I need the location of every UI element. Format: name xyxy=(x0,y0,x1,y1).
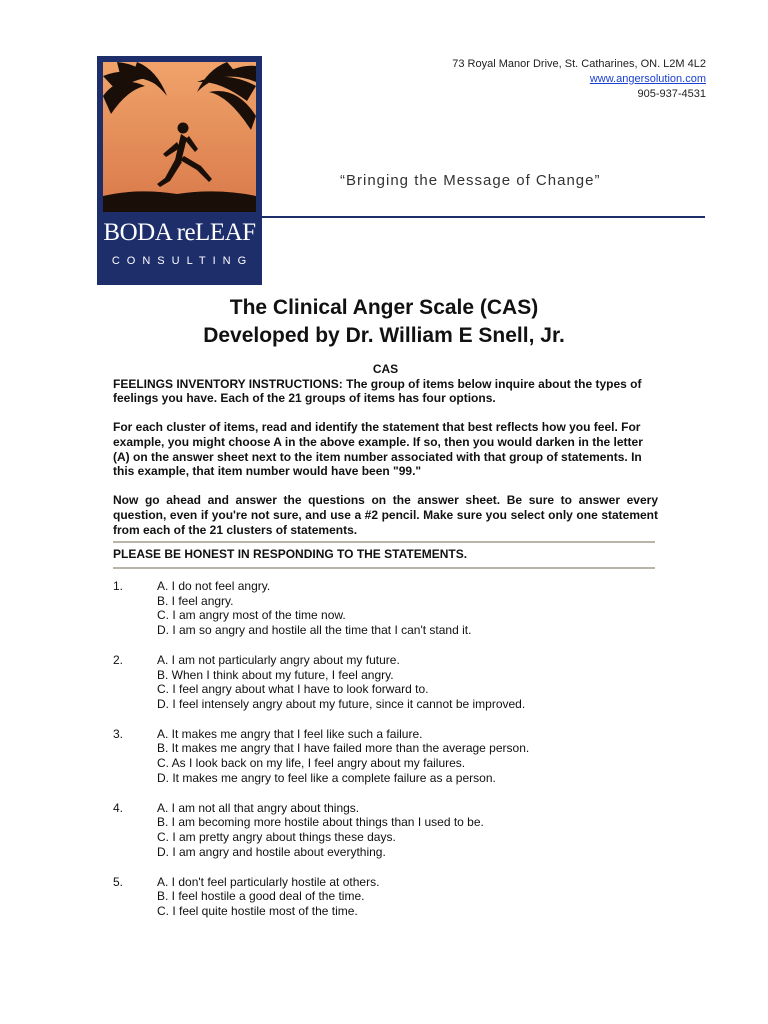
document-body xyxy=(113,362,658,919)
question-item xyxy=(113,653,658,712)
section-divider-bottom xyxy=(113,567,655,569)
option-c: C. I feel quite hostile most of the time. xyxy=(157,904,358,919)
tagline: “Bringing the Message of Change” xyxy=(340,172,601,189)
title-line-1: The Clinical Anger Scale (CAS) xyxy=(229,296,539,319)
website-link[interactable]: www.angersolution.com xyxy=(589,73,706,85)
option-a: A. I am not particularly angry about my future. xyxy=(157,652,400,667)
question-number: 1. xyxy=(113,578,124,593)
logo-company-name: BODA reLEAF xyxy=(103,219,256,246)
question-number: 4. xyxy=(113,800,124,815)
option-a: A. I am not all that angry about things. xyxy=(157,800,360,815)
company-logo xyxy=(97,56,262,285)
option-d: D. I feel intensely angry about my future, since it cannot be improved. xyxy=(157,697,526,712)
option-c: C. I feel angry about what I have to look forward to. xyxy=(157,682,429,697)
option-c: C. As I look back on my life, I feel angry about my failures. xyxy=(157,756,466,771)
street-address: 73 Royal Manor Drive, St. Catharines, ON. L2M 4L2 xyxy=(452,58,706,70)
logo-subtitle: CONSULTING xyxy=(111,255,254,267)
option-b: B. I feel angry. xyxy=(157,593,234,608)
option-d: D. It makes me angry to feel like a complete failure as a person. xyxy=(157,771,496,786)
option-b: B. I am becoming more hostile about things than I used to be. xyxy=(157,815,484,830)
contact-address-block xyxy=(452,57,706,102)
question-item xyxy=(113,727,658,786)
option-b: B. I feel hostile a good deal of the time. xyxy=(157,889,365,904)
option-a: A. I do not feel angry. xyxy=(157,578,271,593)
question-number: 3. xyxy=(113,726,124,741)
option-a: A. It makes me angry that I feel like such a failure. xyxy=(157,726,423,741)
option-d: D. I am angry and hostile about everything. xyxy=(157,845,386,860)
instructions-paragraph-2: For each cluster of items, read and identify the statement that best reflects how you feel. For example, you might choose A in the above example. If so, then you would darken in the letter (A) on the answer sheet next to the item number associated with that group of statements. In this example, that item number would have been "99." xyxy=(113,420,643,479)
question-item xyxy=(113,801,658,860)
instructions-paragraph-1: FEELINGS INVENTORY INSTRUCTIONS: The group of items below inquire about the types of feelings you have. Each of the 21 groups of items has four options. xyxy=(113,376,642,406)
question-item xyxy=(113,875,658,919)
option-c: C. I am angry most of the time now. xyxy=(157,608,346,623)
instructions-paragraph-3: Now go ahead and answer the questions on the answer sheet. Be sure to answer every question, even if you're not sure, and use a #2 pencil. Make sure you select only one statement from each of the 21 clusters of statements. xyxy=(113,493,658,537)
question-number: 2. xyxy=(113,652,124,667)
header-divider xyxy=(262,216,705,218)
question-item xyxy=(113,579,658,638)
title-line-2: Developed by Dr. William E Snell, Jr. xyxy=(203,324,565,347)
option-b: B. When I think about my future, I feel angry. xyxy=(157,667,394,682)
option-c: C. I am pretty angry about things these days. xyxy=(157,830,396,845)
question-number: 5. xyxy=(113,874,124,889)
runner-palm-illustration xyxy=(97,56,262,216)
document-title xyxy=(0,294,768,350)
honesty-notice: PLEASE BE HONEST IN RESPONDING TO THE STATEMENTS. xyxy=(113,547,468,562)
option-d: D. I am so angry and hostile all the time that I can't stand it. xyxy=(157,623,472,638)
option-b: B. It makes me angry that I have failed more than the average person. xyxy=(157,741,530,756)
option-a: A. I don't feel particularly hostile at others. xyxy=(157,874,380,889)
section-divider-top xyxy=(113,541,655,543)
question-list xyxy=(113,579,658,919)
cas-heading: CAS xyxy=(372,362,399,376)
phone-number: 905-937-4531 xyxy=(637,88,706,100)
